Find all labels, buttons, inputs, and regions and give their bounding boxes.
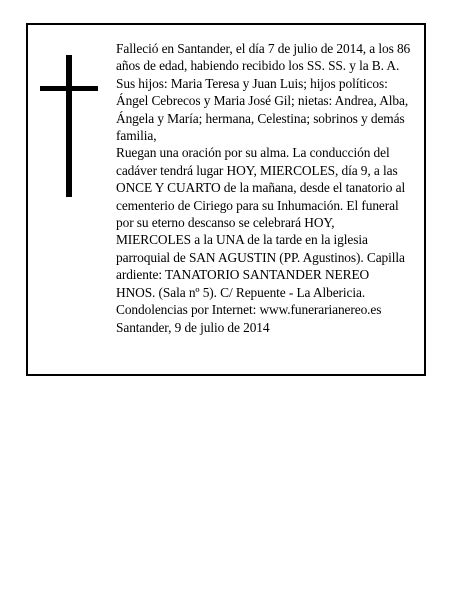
text-line: por su eterno descanso se celebrará HOY, — [116, 215, 335, 231]
text-line: ONCE Y CUARTO de la mañana, desde el tanatorio al — [116, 180, 406, 196]
obituary-notice — [26, 23, 426, 376]
text-line: Ángel Cebrecos y Maria José Gil; nietas: Andrea, Alba, — [116, 93, 409, 109]
text-line: HNOS. (Sala nº 5). C/ Repuente - La Albericia. — [116, 284, 366, 300]
text-line: cadáver tendrá lugar HOY, MIERCOLES, día 9, a las — [116, 162, 398, 178]
text-line: años de edad, habiendo recibido los SS. SS. y la B. A. — [116, 58, 400, 74]
text-line: ardiente: TANATORIO SANTANDER NEREO — [116, 267, 370, 283]
latin-cross-icon — [40, 55, 98, 197]
cross-vertical-bar — [66, 55, 72, 197]
text-line: Santander, 9 de julio de 2014 — [116, 319, 270, 335]
text-line: Sus hijos: Maria Teresa y Juan Luis; hijos políticos: — [116, 75, 388, 91]
text-line: Ruegan una oración por su alma. La conducción del — [116, 145, 390, 161]
cross-horizontal-bar — [40, 86, 98, 91]
text-line: familia, — [116, 128, 157, 144]
text-line: Ángela y María; hermana, Celestina; sobrinos y demás — [116, 110, 405, 126]
text-line: parroquial de SAN AGUSTIN (PP. Agustinos). Capilla — [116, 249, 405, 265]
text-line: cementerio de Ciriego para su Inhumación. El funeral — [116, 197, 399, 213]
text-line: Condolencias por Internet: www.funerarianereo.es — [116, 302, 382, 318]
text-line: Falleció en Santander, el día 7 de julio de 2014, a los 86 — [116, 41, 411, 56]
obituary-text — [116, 40, 422, 336]
text-line: MIERCOLES a la UNA de la tarde en la iglesia — [116, 232, 368, 248]
